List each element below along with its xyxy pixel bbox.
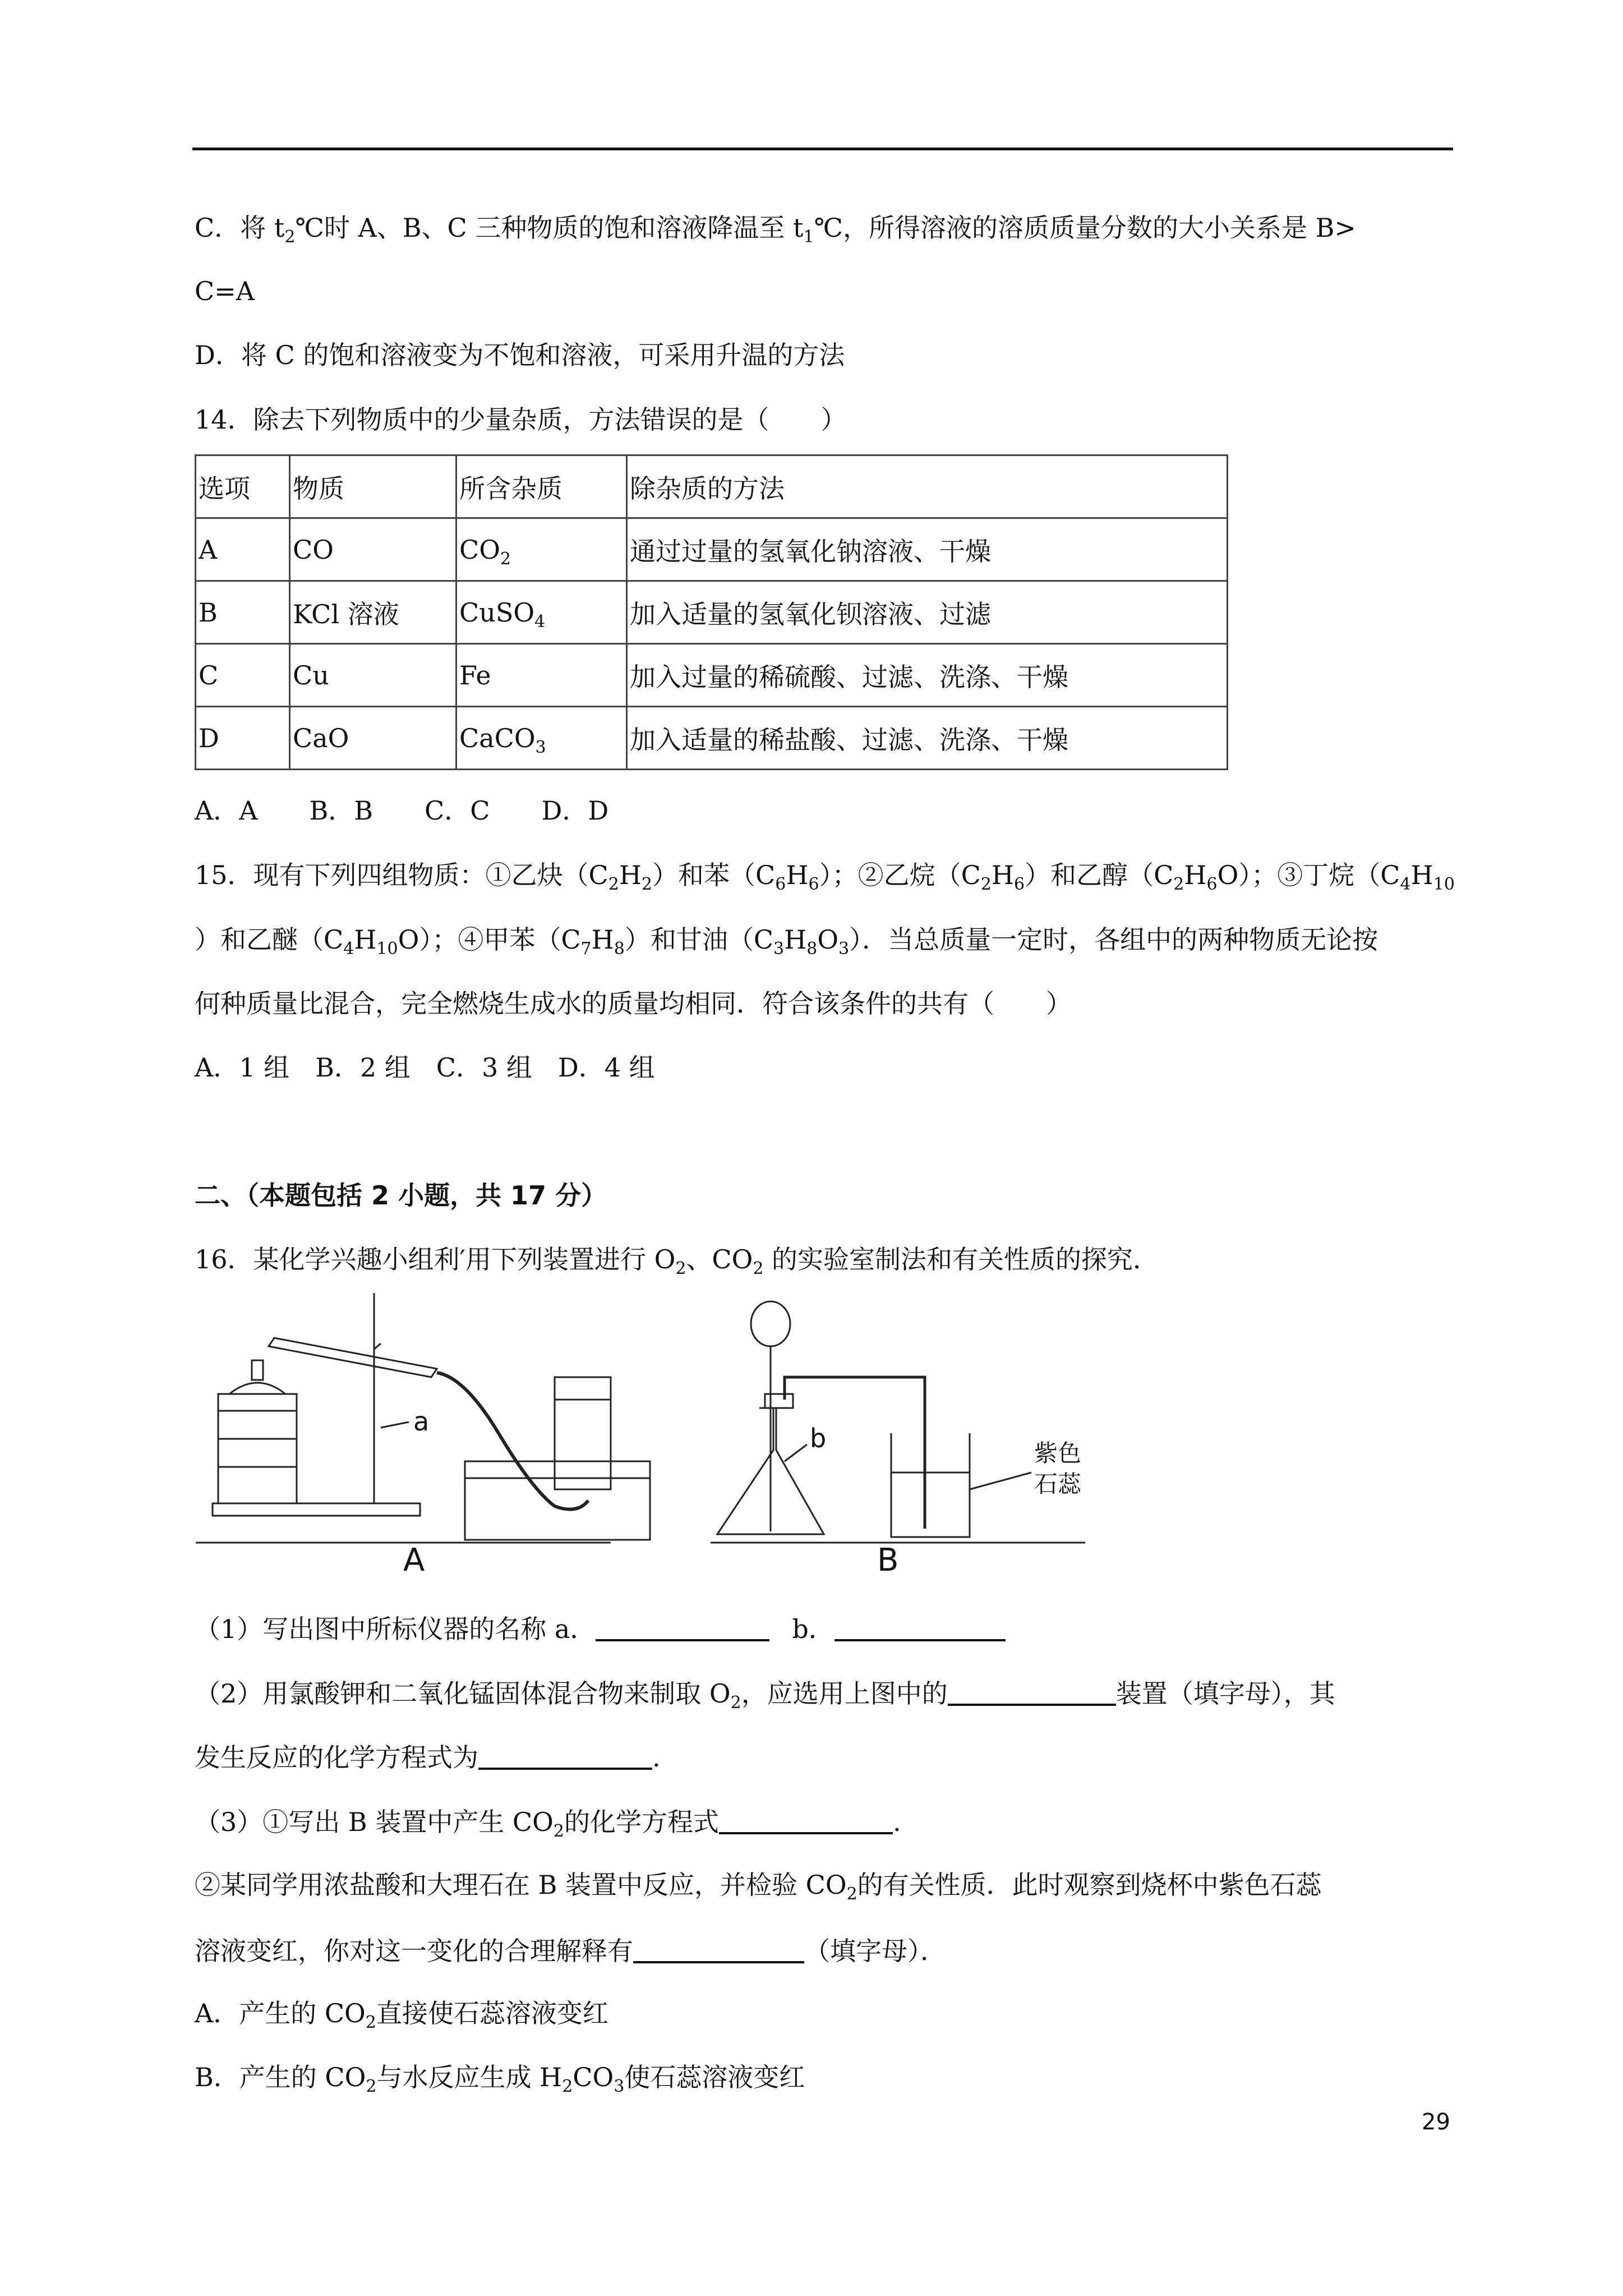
substance-cell: CaO (290, 707, 457, 770)
q14-table (195, 454, 1228, 770)
q16-part2-line1: （2）用氯酸钾和二氧化锰固体混合物来制取 $O_2$，应选用上图中的 装置（填字母），其 (195, 1678, 1335, 1713)
fig-label-b: b (810, 1423, 827, 1453)
fig-caption-a: A (403, 1542, 425, 1573)
water-trough (465, 1461, 650, 1540)
iron-stand-base (213, 1503, 420, 1516)
answer-blank-apparatus[interactable] (948, 1679, 1116, 1706)
option-cell: A (196, 518, 290, 581)
q16-part4-line1: ②某同学用浓盐酸和大理石在 B 装置中反应，并检验 $CO_2$的有关性质．此时观察到烧杯中紫色石蕊 (195, 1870, 1322, 1904)
header-rule (192, 148, 1453, 150)
section-title: 二、（本题包括 2 小题，共 17 分） (195, 1180, 607, 1211)
option-cell: B (196, 581, 290, 644)
q16-part2-line2: 发生反应的化学方程式为 . (195, 1742, 661, 1773)
table-row (196, 581, 1228, 644)
method-cell: 通过过量的氢氧化钠溶液、干燥 (627, 518, 1228, 581)
method-cell: 加入过量的稀硫酸、过滤、洗涤、干燥 (627, 644, 1228, 707)
q15-stem-line2: ）和乙醚$(C_4H_{10}O)$；④甲苯$(C_7H_8)$和甘油$(C_3H_8O_3)$．当总质量一定时，各组中的两种物质无论按 (195, 924, 1378, 959)
delivery-tube-b (785, 1377, 925, 1529)
answer-blank-equation[interactable] (478, 1743, 652, 1770)
impurity-cell: Fe (457, 644, 627, 707)
table-row (196, 518, 1228, 581)
beaker (891, 1433, 970, 1537)
substance-cell: CO (290, 518, 457, 581)
gas-jar (555, 1377, 611, 1489)
answer-blank-b[interactable] (834, 1614, 1006, 1641)
fig-label-purple: 紫色 (1034, 1439, 1082, 1467)
q16-part4-line2: 溶液变红，你对这一变化的合理解释有 （填字母）． (195, 1936, 946, 1966)
q15-answer-options: A．1 组 B．2 组 C．3 组 D．4 组 (195, 1052, 655, 1083)
header-cell: 物质 (290, 455, 457, 518)
q13-option-d: D．将 C 的饱和溶液变为不饱和溶液，可采用升温的方法 (195, 340, 845, 370)
fig-label-a: a (413, 1406, 430, 1437)
apparatus-figure (196, 1293, 1085, 1573)
test-tube (269, 1338, 437, 1377)
table-row (196, 707, 1228, 770)
header-cell: 除杂质的方法 (627, 455, 1228, 518)
q16-option-b: B．产生的 $CO_2$与水反应生成 $H_2CO_3$使石蕊溶液变红 (195, 2062, 805, 2096)
method-cell: 加入适量的稀盐酸、过滤、洗涤、干燥 (627, 707, 1228, 770)
header-cell: 选项 (196, 455, 290, 518)
q15-stem-line1: 15．现有下列四组物质：①乙炔$(C_2H_2)$和苯$(C_6H_6)$；②乙烷$(C_2H_6)$和乙醇$(C_2H_6O)$；③丁烷（$C_4H_{10}$ (195, 860, 1455, 894)
fig-caption-b: B (877, 1542, 899, 1573)
method-cell: 加入适量的氢氧化钡溶液、过滤 (627, 581, 1228, 644)
impurity-cell: CuSO$_4$ (457, 581, 627, 644)
q16-stem: 16．某化学兴趣小组利′用下列装置进行 $O_2$、$CO_2$ 的实验室制法和有关性质的探究． (195, 1244, 1159, 1278)
impurity-cell: $CO_2$ (457, 518, 627, 581)
q14-answer-options: A．A B．B C．C D．D (195, 795, 609, 826)
table-header-row (196, 455, 1228, 518)
fig-label-litmus: 石蕊 (1034, 1470, 1082, 1498)
answer-blank-explanation[interactable] (633, 1936, 804, 1963)
option-cell: C (196, 644, 290, 707)
q16-part1: （1）写出图中所标仪器的名称 a． b． (195, 1614, 1006, 1642)
impurity-cell: CaCO$_3$ (457, 707, 627, 770)
thistle-funnel (751, 1301, 790, 1346)
option-cell: D (196, 707, 290, 770)
header-cell: 所含杂质 (457, 455, 627, 518)
q16-part3: （3）①写出 B 装置中产生 $CO_2$的化学方程式 . (195, 1807, 901, 1841)
page-number: 29 (1422, 2109, 1450, 2135)
q16-option-a: A．产生的 $CO_2$直接使石蕊溶液变红 (195, 1998, 608, 2032)
q13-option-c-continued: C=A (195, 276, 255, 306)
q15-stem-line3: 何种质量比混合，完全燃烧生成水的质量均相同．符合该条件的共有（ ） (195, 988, 1072, 1019)
answer-blank-co2-equation[interactable] (719, 1807, 893, 1834)
table-row (196, 644, 1228, 707)
answer-blank-a[interactable] (596, 1614, 769, 1641)
q13-option-c: C．将 $t_2℃$时 A、B、C 三种物质的饱和溶液降温至 $t_1℃$，所得溶液的溶质质量分数的大小关系是 B> (195, 213, 1356, 247)
substance-cell: KCl 溶液 (290, 581, 457, 644)
substance-cell: Cu (290, 644, 457, 707)
alcohol-lamp (229, 1383, 285, 1394)
q14-stem: 14．除去下列物质中的少量杂质，方法错误的是（ ） (195, 404, 847, 435)
